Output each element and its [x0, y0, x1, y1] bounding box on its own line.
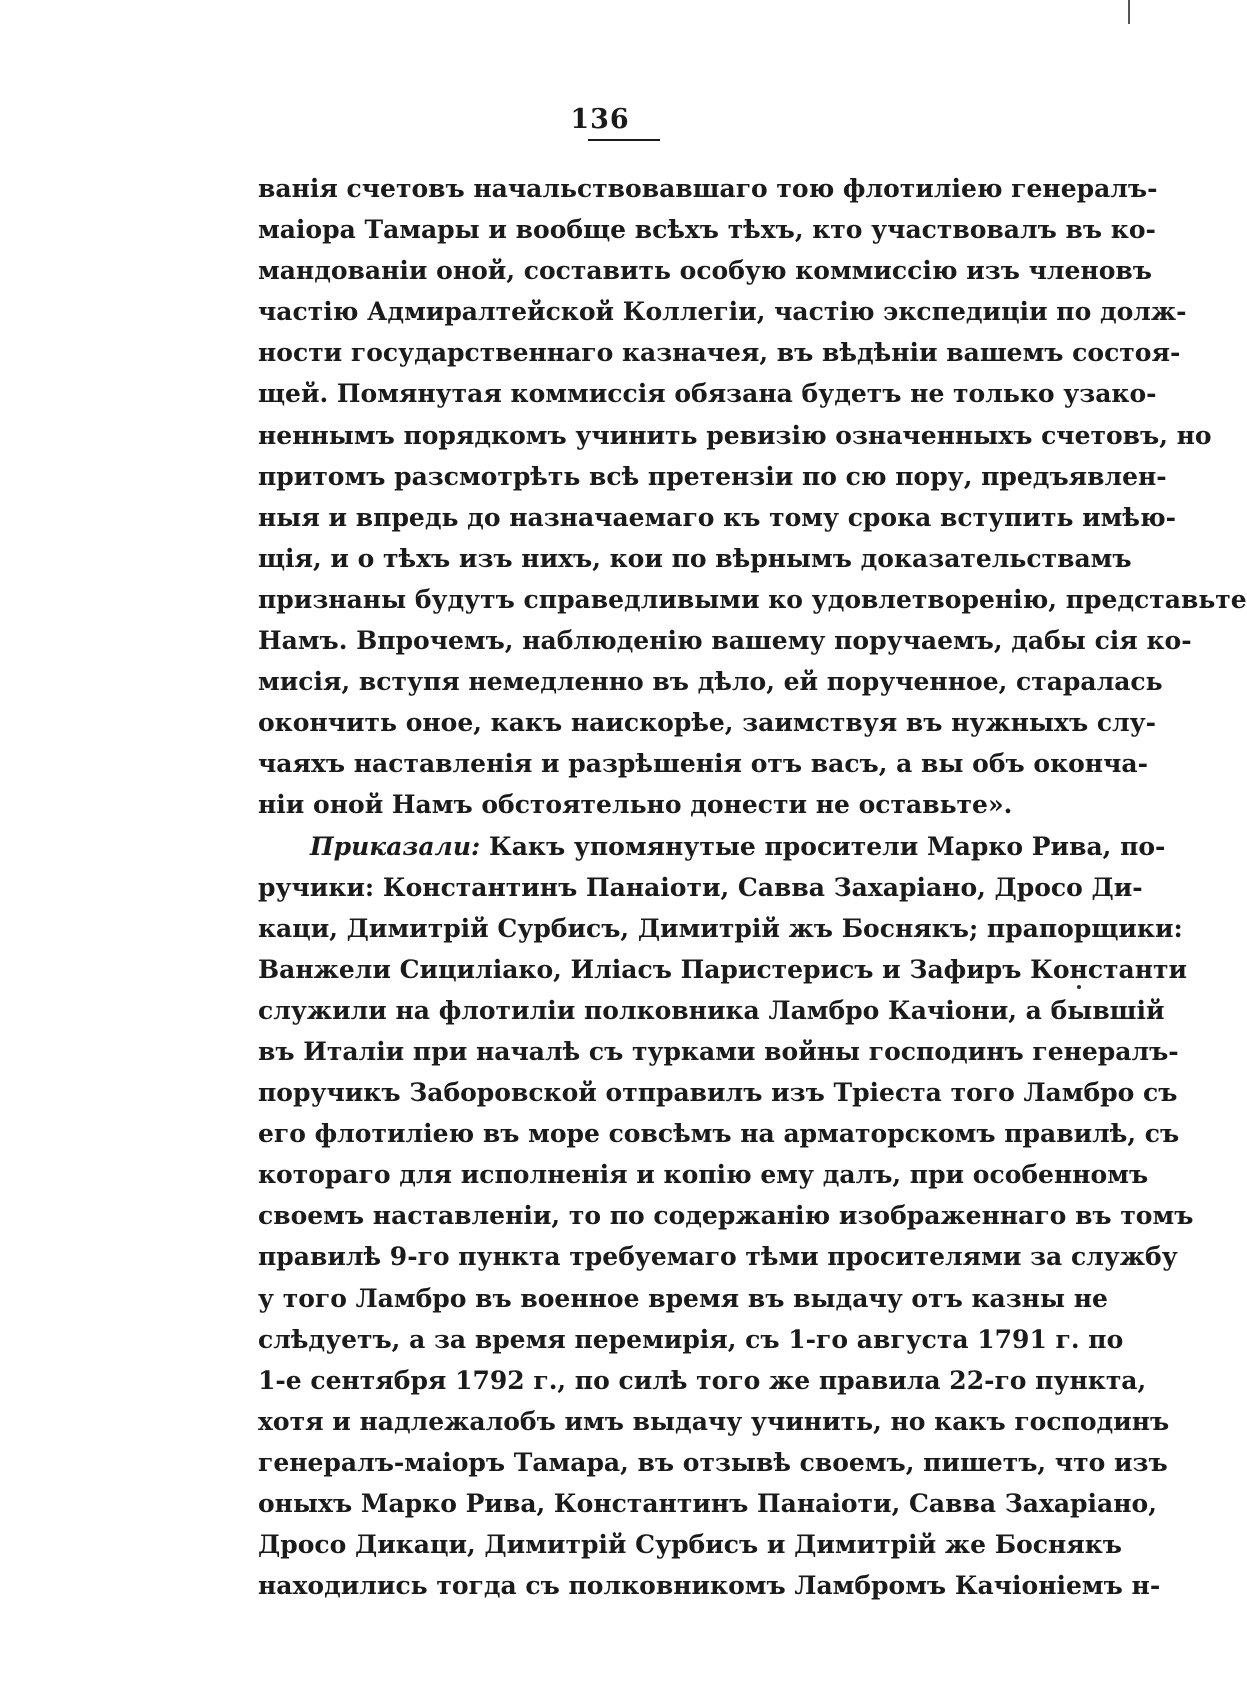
text-line: частію Адмиралтейской Коллегіи, частію экспедиціи по долж-: [258, 297, 1187, 327]
text-line: ручики: Константинъ Панаіоти, Савва Захаріано, Дросо Ди-: [258, 872, 1143, 902]
text-line: маіора Тамары и вообще всѣхъ тѣхъ, кто участвовалъ въ ко-: [258, 215, 1156, 245]
text-line: Дросо Дикаци, Димитрій Сурбисъ и Димитрій же Боснякъ: [258, 1530, 1122, 1560]
text-line: правилѣ 9-го пункта требуемаго тѣми просителями за службу: [258, 1242, 1178, 1272]
body-text: [258, 168, 1247, 1606]
text-line: служили на флотиліи полковника Ламбро Качіони, а бывшій: [258, 995, 1165, 1025]
text-line: щія, и о тѣхъ изъ нихъ, кои по вѣрнымъ доказательствамъ: [258, 543, 1132, 573]
text-line: у того Ламбро въ военное время въ выдачу отъ казны не: [258, 1283, 1108, 1313]
text-line: неннымъ порядкомъ учинить ревизію означенныхъ счетовъ, но: [258, 420, 1212, 450]
text-line: мандованіи оной, составить особую коммиссію изъ членовъ: [258, 256, 1152, 286]
text-line: находились тогда съ полковникомъ Ламбромъ Качіоніемъ н-: [258, 1571, 1161, 1601]
text-line: оныхъ Марко Рива, Константинъ Панаіоти, Савва Захаріано,: [258, 1489, 1157, 1518]
text-line: Какъ упомянутые просители Марко Рива, по-: [488, 831, 1166, 861]
text-line: Намъ. Впрочемъ, наблюденію вашему поручаемъ, дабы сія ко-: [258, 626, 1192, 656]
text-line: 1-е сентября 1792 г., по силѣ того же правила 22-го пункта,: [258, 1365, 1147, 1395]
paragraph-first-line: [258, 826, 1166, 867]
text-line: хотя и надлежалобъ имъ выдачу учинить, но какъ господинъ: [258, 1406, 1170, 1436]
text-line: слѣдуетъ, а за время перемирія, съ 1-го августа 1791 г. по: [258, 1324, 1124, 1354]
text-line: ванія счетовъ начальствовавшаго тою флотиліею генералъ-: [258, 174, 1158, 203]
text-line: въ Италіи при началѣ съ турками войны господинъ генералъ-: [258, 1036, 1179, 1066]
text-line: каци, Димитрій Сурбисъ, Димитрій жъ Боснякъ; прапорщики:: [258, 913, 1183, 943]
text-line: Ванжели Сициліако, Иліасъ Паристерисъ и Зафиръ Константи: [258, 954, 1188, 984]
text-line: мисія, вступя немедленно въ дѣло, ей порученное, старалась: [258, 667, 1163, 697]
text-line: притомъ разсмотрѣть всѣ претензіи по сю пору, предъявлен-: [258, 461, 1167, 491]
text-line: его флотиліею въ море совсѣмъ на арматорскомъ правилѣ, съ: [258, 1119, 1180, 1149]
text-line: своемъ наставленіи, то по содержанію изображеннаго въ томъ: [258, 1201, 1194, 1231]
page-number: 136: [570, 104, 630, 135]
text-line: генералъ-маіоръ Тамара, въ отзывѣ своемъ, пишетъ, что изъ: [258, 1447, 1168, 1477]
text-line: окончить оное, какъ наискорѣе, заимствуя въ нужныхъ слу-: [258, 708, 1157, 738]
text-line: щей. Помянутая коммиссія обязана будетъ не только узако-: [258, 379, 1157, 409]
text-line: котораго для исполненія и копію ему далъ, при особенномъ: [258, 1160, 1149, 1190]
text-line: ніи оной Намъ обстоятельно донести не оставьте».: [258, 790, 1013, 820]
page-number-rule: [588, 139, 660, 141]
text-line: ности государственнаго казначея, въ вѣдѣніи вашемъ состоя-: [258, 338, 1181, 368]
text-line: ныя и впредь до назначаемаго къ тому срока вступить имѣю-: [258, 502, 1176, 532]
margin-speck: [1077, 985, 1081, 989]
text-line: поручикъ Заборовской отправилъ изъ Тріеста того Ламбро съ: [258, 1078, 1178, 1108]
text-line: чаяхъ наставленія и разрѣшенія отъ васъ, а вы объ оконча-: [258, 749, 1148, 779]
text-line: признаны будутъ справедливыми ко удовлетворенію, представьте: [258, 584, 1247, 614]
paragraph-lead: Приказали:: [310, 831, 481, 861]
scan-edge-mark: [1128, 0, 1130, 24]
